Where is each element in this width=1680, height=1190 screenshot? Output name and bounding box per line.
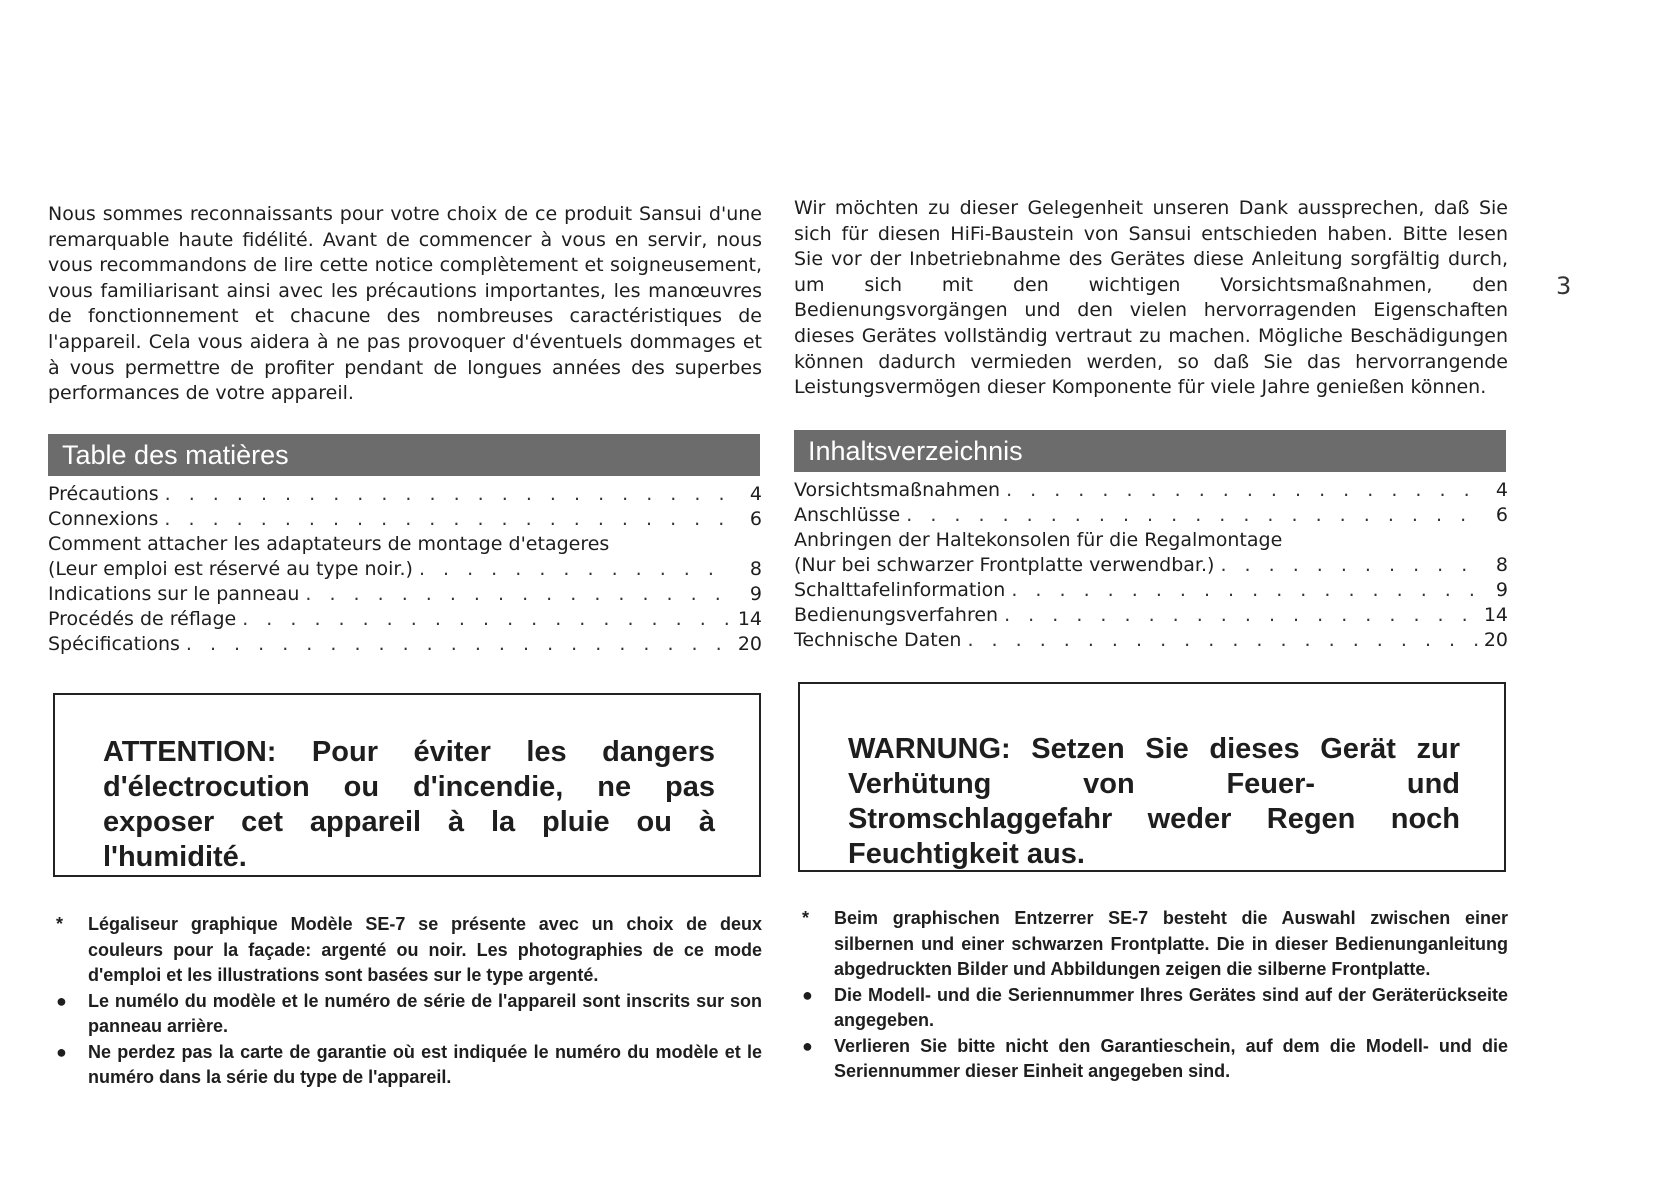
toc-leader-dots bbox=[967, 628, 1477, 653]
bullet-icon: ● bbox=[802, 984, 813, 1005]
note-item bbox=[48, 989, 762, 1040]
toc-entry-page: 8 bbox=[1495, 554, 1508, 576]
toc-leader-dots bbox=[1006, 478, 1478, 503]
toc-leader-dots bbox=[1011, 578, 1478, 603]
notes-list bbox=[794, 906, 1508, 1085]
note-item bbox=[794, 1034, 1508, 1085]
page-number: 3 bbox=[1556, 272, 1572, 300]
toc-entry-title: Anschlüsse bbox=[794, 504, 901, 526]
bullet-icon: ● bbox=[56, 1041, 67, 1062]
asterisk-icon: * bbox=[56, 914, 64, 934]
toc-entry[interactable] bbox=[48, 532, 762, 557]
toc-entry-page: 6 bbox=[1495, 504, 1508, 526]
toc-entry-page: 4 bbox=[1495, 479, 1508, 501]
toc-entry[interactable] bbox=[794, 628, 1508, 653]
toc-leader-dots bbox=[164, 507, 732, 532]
note-text: Verlieren Sie bitte nicht den Garantieschein, auf dem die Modell- und die Seriennummer dieser Einheit angegeben sind. bbox=[834, 1035, 1508, 1081]
toc-entry[interactable] bbox=[794, 603, 1508, 628]
notes-list bbox=[48, 912, 762, 1091]
toc-entry-title: Anbringen der Haltekonsolen für die Regalmontage bbox=[794, 529, 1283, 551]
toc-heading: Inhaltsverzeichnis bbox=[794, 430, 1506, 472]
toc-heading: Table des matières bbox=[48, 434, 760, 476]
toc-entry-title: Schalttafelinformation bbox=[794, 579, 1006, 601]
toc-entry[interactable] bbox=[48, 607, 762, 632]
toc-entry-page: 20 bbox=[737, 633, 762, 655]
toc-entry[interactable] bbox=[794, 503, 1508, 528]
toc-leader-dots bbox=[1220, 553, 1478, 578]
asterisk-icon: * bbox=[802, 908, 810, 928]
toc-leader-dots bbox=[906, 503, 1478, 528]
toc-entry[interactable] bbox=[48, 632, 762, 657]
toc-leader-dots bbox=[305, 582, 732, 607]
toc-entry-title: Bedienungsverfahren bbox=[794, 604, 999, 626]
toc-entry-title: (Leur emploi est réservé au type noir.) bbox=[48, 558, 413, 580]
toc-entry-page: 6 bbox=[749, 508, 762, 530]
note-item bbox=[48, 1040, 762, 1091]
note-item bbox=[48, 912, 762, 989]
toc-entry[interactable] bbox=[794, 578, 1508, 603]
toc-entry-page: 4 bbox=[749, 483, 762, 505]
toc-entry-page: 14 bbox=[1483, 604, 1508, 626]
toc-entry-title: Vorsichtsmaßnahmen bbox=[794, 479, 1001, 501]
toc-leader-dots bbox=[242, 607, 732, 632]
toc-entry[interactable] bbox=[48, 582, 762, 607]
toc-entry[interactable] bbox=[48, 557, 762, 582]
safety-warning-box: ATTENTION: Pour éviter les dangers d'électrocution ou d'incendie, ne pas exposer cet appareil à la pluie ou à l'humidité. bbox=[53, 693, 761, 877]
note-text: Ne perdez pas la carte de garantie où est indiquée le numéro du modèle et le numéro dans la série du type de l'appareil. bbox=[88, 1041, 762, 1087]
table-of-contents bbox=[48, 482, 762, 657]
intro-paragraph bbox=[794, 196, 1508, 401]
toc-leader-dots bbox=[165, 482, 732, 507]
toc-entry-page: 9 bbox=[749, 583, 762, 605]
intro-paragraph bbox=[48, 202, 762, 407]
bullet-icon: ● bbox=[802, 1035, 813, 1056]
toc-entry-page: 9 bbox=[1495, 579, 1508, 601]
toc-leader-dots bbox=[1004, 603, 1478, 628]
toc-entry[interactable] bbox=[48, 507, 762, 532]
toc-entry-page: 20 bbox=[1483, 629, 1508, 651]
note-text: Légaliseur graphique Modèle SE-7 se présente avec un choix de deux couleurs pour la façade: argenté ou noir. Les photographies de ce mode d'emploi et les illustrations sont basées sur le type argenté. bbox=[88, 914, 762, 985]
toc-entry-page: 14 bbox=[737, 608, 762, 630]
toc-entry-title: Connexions bbox=[48, 508, 159, 530]
intro-text: Wir möchten zu dieser Gelegenheit unseren Dank aussprechen, daß Sie sich für diesen HiFi-Baustein von Sansui entschieden haben. Bitte lesen Sie vor der Inbetriebnahme des Gerätes diese Anleitung sorgfältig durch, um sich mit den wichtigen Vorsichtsmaßnahmen, den Bedienungsvorgängen und den vielen hervorragenden Eigenschaften dieses Gerätes vollständig vertraut zu machen. Mögliche Beschädigungen können dadurch vermieden werden, so daß Sie das hervorrangende Leistungsvermögen dieser Komponente für viele Jahre genießen können. bbox=[794, 197, 1508, 399]
note-text: Beim graphischen Entzerrer SE-7 besteht die Auswahl zwischen einer silbernen und einer schwarzen Frontplatte. Die in dieser Bedienunganleitung abgedruckten Bilder und Abbildungen zeigen die silberne Frontplatte. bbox=[834, 908, 1508, 979]
toc-leader-dots bbox=[419, 557, 732, 582]
toc-entry-title: Spécifications bbox=[48, 633, 180, 655]
toc-entry-title: Technische Daten bbox=[794, 629, 962, 651]
toc-entry[interactable] bbox=[48, 482, 762, 507]
toc-entry[interactable] bbox=[794, 478, 1508, 503]
note-text: Le numélo du modèle et le numéro de série de l'appareil sont inscrits sur son panneau arrière. bbox=[88, 990, 762, 1036]
table-of-contents bbox=[794, 478, 1508, 653]
toc-entry-page: 8 bbox=[749, 558, 762, 580]
toc-entry-title: Précautions bbox=[48, 483, 159, 505]
bullet-icon: ● bbox=[56, 990, 67, 1011]
toc-entry-title: Indications sur le panneau bbox=[48, 583, 300, 605]
toc-entry-title: (Nur bei schwarzer Frontplatte verwendbar.) bbox=[794, 554, 1215, 576]
toc-entry-title: Comment attacher les adaptateurs de montage d'etageres bbox=[48, 533, 610, 555]
toc-leader-dots bbox=[186, 632, 732, 657]
note-text: Die Modell- und die Seriennummer Ihres Gerätes sind auf der Geräterückseite angegeben. bbox=[834, 984, 1508, 1030]
note-item bbox=[794, 906, 1508, 983]
note-item bbox=[794, 983, 1508, 1034]
intro-text: Nous sommes reconnaissants pour votre choix de ce produit Sansui d'une remarquable haute fidélité. Avant de commencer à vous en servir, nous vous recommandons de lire cette notice complètement et soigneusement, vous familiarisant ainsi avec les précautions importantes, les manœuvres de fonctionnement et chacune des nombreuses caractéristiques de l'appareil. Cela vous aidera à ne pas provoquer d'éventuels dommages et à vous permettre de profiter pendant de longues années des superbes performances de votre appareil. bbox=[48, 203, 762, 405]
toc-entry-title: Procédés de réflage bbox=[48, 608, 237, 630]
toc-entry[interactable] bbox=[794, 528, 1508, 553]
safety-warning-box: WARNUNG: Setzen Sie dieses Gerät zur Verhütung von Feuer- und Stromschlaggefahr weder Regen noch Feuchtigkeit aus. bbox=[798, 682, 1506, 872]
toc-entry[interactable] bbox=[794, 553, 1508, 578]
